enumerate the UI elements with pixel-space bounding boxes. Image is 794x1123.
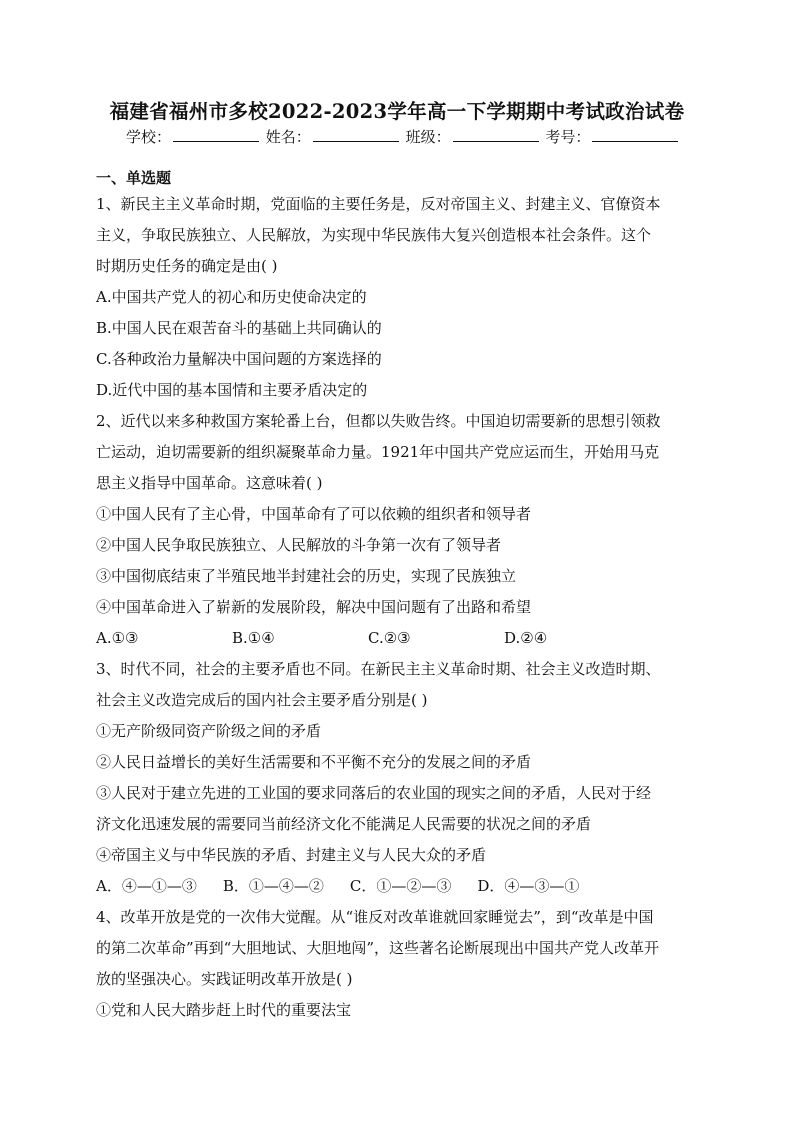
option-d[interactable]: D．④—③—① (477, 877, 580, 895)
statement-3: ③人民对于建立先进的工业国的要求同落后的农业国的现实之间的矛盾，人民对于经 (96, 784, 652, 802)
option-c[interactable]: C.②③ (368, 629, 411, 647)
question-1 (96, 189, 702, 406)
exam-no-label: 考号： (545, 128, 591, 146)
question-stem-line: 思主义指导中国革命。这意味着( ) (96, 474, 323, 492)
option-c[interactable]: C．①—②—③ (349, 877, 452, 895)
question-stem-line: 亡运动，迫切需要新的组织凝聚革命力量。1921年中国共产党应运而生，开始用马克 (96, 443, 660, 461)
question-stem-line: 2、近代以来多种救国方案轮番上台，但都以失败告终。中国迫切需要新的思想引领救 (96, 412, 661, 430)
name-blank[interactable] (313, 127, 399, 142)
option-d[interactable]: D.②④ (504, 629, 548, 647)
options-row (96, 871, 702, 902)
option-d[interactable]: D.近代中国的基本国情和主要矛盾决定的 (96, 381, 368, 399)
options-row (96, 623, 702, 654)
statement-1: ①中国人民有了主心骨，中国革命有了可以依赖的组织者和领导者 (96, 505, 532, 523)
statement-1: ①无产阶级同资产阶级之间的矛盾 (96, 722, 322, 740)
option-b[interactable]: B.①④ (232, 629, 275, 647)
question-stem-line: 4、改革开放是党的一次伟大觉醒。从“谁反对改革谁就回家睡觉去”，到“改革是中国 (96, 908, 654, 926)
statement-2: ②人民日益增长的美好生活需要和不平衡不充分的发展之间的矛盾 (96, 753, 532, 771)
school-label: 学校： (126, 128, 172, 146)
question-2 (96, 406, 702, 654)
class-blank[interactable] (453, 127, 539, 142)
student-info-row (126, 126, 686, 147)
question-3 (96, 654, 702, 902)
question-stem-line: 主义，争取民族独立、人民解放，为实现中华民族伟大复兴创造根本社会条件。这个 (96, 226, 652, 244)
exam-title: 福建省福州市多校2022-2023学年高一下学期期中考试政治试卷 (109, 100, 685, 123)
question-stem-line: 放的坚强决心。实践证明改革开放是( ) (96, 970, 353, 988)
option-c[interactable]: C.各种政治力量解决中国问题的方案选择的 (96, 350, 382, 368)
option-b[interactable]: B.中国人民在艰苦奋斗的基础上共同确认的 (96, 319, 382, 337)
exam-content (96, 167, 702, 1026)
option-a[interactable]: A.①③ (96, 629, 139, 647)
exam-no-blank[interactable] (592, 127, 678, 142)
class-label: 班级： (405, 128, 451, 146)
option-b[interactable]: B．①—④—② (222, 877, 324, 895)
statement-1: ①党和人民大踏步赶上时代的重要法宝 (96, 1001, 352, 1019)
school-blank[interactable] (173, 127, 259, 142)
statement-2: ②中国人民争取民族独立、人民解放的斗争第一次有了领导者 (96, 536, 502, 554)
question-stem-line: 社会主义改造完成后的国内社会主要矛盾分别是( ) (96, 691, 428, 709)
statement-3: ③中国彻底结束了半殖民地半封建社会的历史，实现了民族独立 (96, 567, 517, 585)
statement-4: ④中国革命进入了崭新的发展阶段，解决中国问题有了出路和希望 (96, 598, 532, 616)
option-a[interactable]: A.中国共产党人的初心和历史使命决定的 (96, 288, 367, 306)
question-stem-line: 1、新民主主义革命时期，党面临的主要任务是，反对帝国主义、封建主义、官僚资本 (96, 195, 661, 213)
question-stem-line: 的第二次革命”再到“大胆地试、大胆地闯”，这些著名论断展现出中国共产党人改革开 (96, 939, 660, 957)
question-4 (96, 902, 702, 1026)
question-stem-line: 3、时代不同，社会的主要矛盾也不同。在新民主主义革命时期、社会主义改造时期、 (96, 660, 661, 678)
section-heading: 一、单选题 (96, 169, 172, 187)
statement-4: ④帝国主义与中华民族的矛盾、封建主义与人民大众的矛盾 (96, 846, 487, 864)
statement-3-cont: 济文化迅速发展的需要同当前经济文化不能满足人民需要的状况之间的矛盾 (96, 815, 592, 833)
option-a[interactable]: A．④—①—③ (96, 877, 197, 895)
question-stem-line: 时期历史任务的确定是由( ) (96, 257, 278, 275)
name-label: 姓名： (265, 128, 311, 146)
